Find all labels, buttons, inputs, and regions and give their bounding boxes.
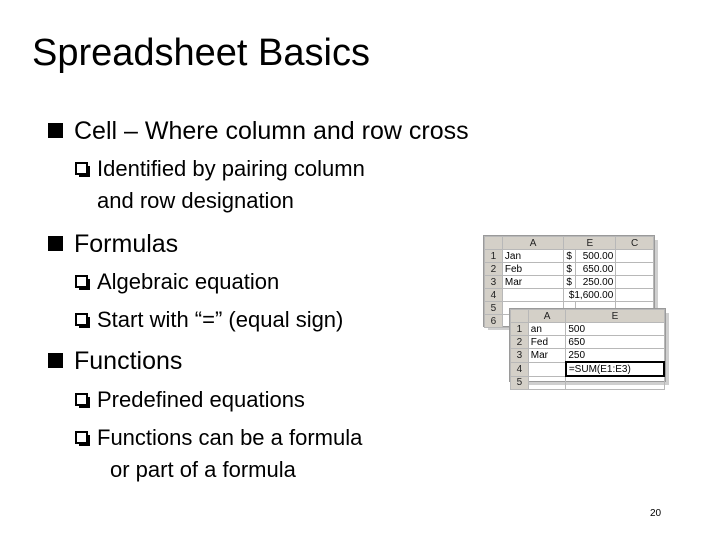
cell-total: $1,600.00: [564, 289, 616, 302]
page-number: 20: [650, 508, 662, 519]
cell: $: [564, 250, 576, 263]
cell: [528, 376, 566, 390]
spreadsheet-image-formula: [509, 308, 666, 389]
row-number: 1: [511, 323, 529, 336]
row-number: 1: [485, 250, 503, 263]
cell-formula: =SUM(E1:E3): [566, 362, 664, 376]
bullet-functions: Functions: [74, 347, 183, 375]
row-number: 2: [511, 336, 529, 349]
bullet-square-icon: [48, 353, 63, 368]
cell: Feb: [502, 263, 563, 276]
row-number: 4: [485, 289, 503, 302]
row-header-corner: [485, 237, 503, 250]
column-header: A: [502, 237, 563, 250]
row-number: 3: [485, 276, 503, 289]
bullet-square-icon: [48, 236, 63, 251]
cell: Mar: [528, 349, 566, 363]
cell: [616, 250, 654, 263]
cell: [566, 376, 664, 390]
bullet-cell: Cell – Where column and row cross: [74, 117, 469, 145]
table-row: [511, 323, 665, 336]
cell: 650: [566, 336, 664, 349]
table-row: [485, 289, 654, 302]
cell: $: [564, 276, 576, 289]
slide-title: Spreadsheet Basics: [32, 32, 370, 74]
table-row: [485, 263, 654, 276]
sub-bullet-functions-formula-line2: or part of a formula: [110, 457, 296, 482]
cell: [528, 362, 566, 376]
checkbox-bullet-icon: [75, 275, 88, 288]
checkbox-bullet-icon: [75, 313, 88, 326]
cell: [616, 289, 654, 302]
row-number: 4: [511, 362, 529, 376]
cell: Mar: [502, 276, 563, 289]
cell: $: [564, 263, 576, 276]
row-header-corner: [511, 310, 529, 323]
cell: [616, 263, 654, 276]
cell: 500.00: [576, 250, 616, 263]
table-row: [511, 336, 665, 349]
cell: Jan: [502, 250, 563, 263]
table-row: [511, 349, 665, 363]
cell: Fed: [528, 336, 566, 349]
table-row: [485, 276, 654, 289]
checkbox-bullet-icon: [75, 431, 88, 444]
column-header: E: [566, 310, 664, 323]
row-number: 2: [485, 263, 503, 276]
checkbox-bullet-icon: [75, 162, 88, 175]
row-number: 3: [511, 349, 529, 363]
column-header: C: [616, 237, 654, 250]
cell: 250: [566, 349, 664, 363]
bullet-square-icon: [48, 123, 63, 138]
sub-bullet-identified-line2: and row designation: [97, 188, 294, 213]
table-row: [511, 362, 665, 376]
row-number: 6: [485, 315, 503, 328]
cell: [616, 276, 654, 289]
sub-bullet-algebraic: Algebraic equation: [97, 269, 280, 294]
sub-bullet-start-with: Start with “=” (equal sign): [97, 307, 344, 332]
sub-bullet-predefined: Predefined equations: [97, 387, 305, 412]
cell: an: [528, 323, 566, 336]
column-header: A: [528, 310, 566, 323]
table-row: [485, 250, 654, 263]
cell: 650.00: [576, 263, 616, 276]
column-header: E: [564, 237, 616, 250]
sub-bullet-functions-formula-line1: Functions can be a formula: [97, 425, 363, 450]
sub-bullet-identified-line1: Identified by pairing column: [97, 156, 365, 181]
row-number: 5: [485, 302, 503, 315]
cell: 500: [566, 323, 664, 336]
checkbox-bullet-icon: [75, 393, 88, 406]
bullet-formulas: Formulas: [74, 230, 179, 258]
cell: [502, 289, 563, 302]
row-number: 5: [511, 376, 529, 390]
cell: 250.00: [576, 276, 616, 289]
table-row: [511, 376, 665, 390]
